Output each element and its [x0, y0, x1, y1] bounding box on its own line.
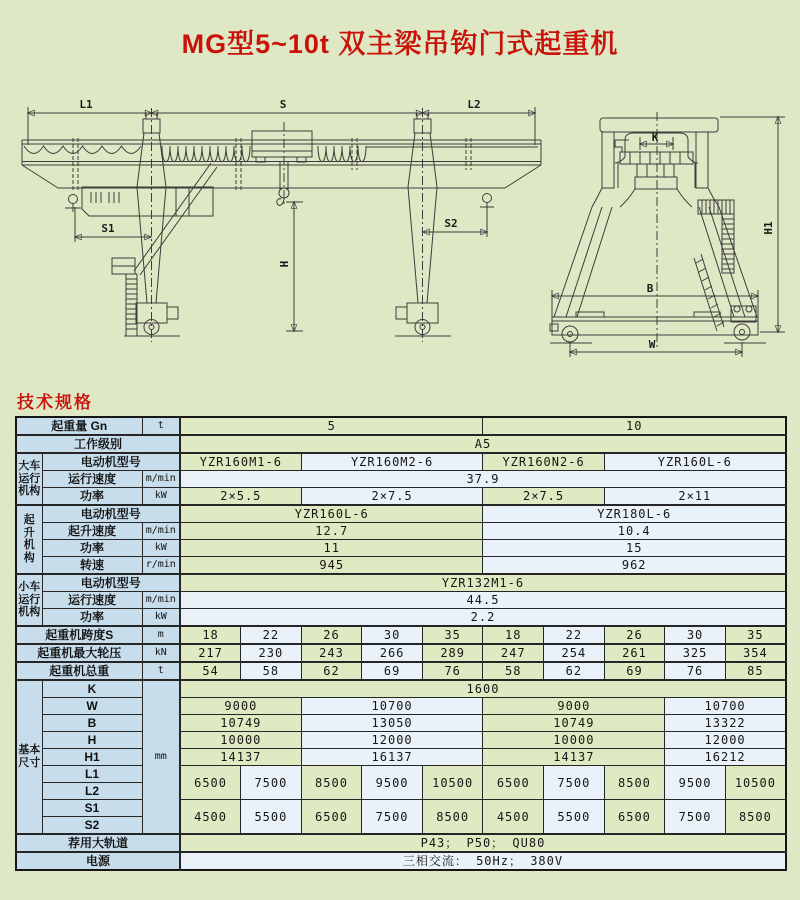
end-view-drawing	[550, 112, 785, 357]
table-row-dim-W	[16, 698, 786, 715]
row-label-cell: 工作级别	[16, 435, 180, 453]
dim-label-b: B	[646, 282, 654, 295]
spec-value-cell: 14137	[483, 749, 665, 766]
spec-value-cell: 26	[301, 626, 362, 644]
spec-value-cell: 945	[180, 557, 483, 575]
dim-label-k: K	[651, 131, 659, 144]
spec-value-cell: YZR132M1-6	[180, 574, 786, 592]
spec-value-cell: 26	[604, 626, 665, 644]
table-row-gantry-travel-speed	[16, 471, 786, 488]
dim-label-s2: S2	[444, 217, 458, 230]
row-label-cell: 转速	[42, 557, 142, 575]
unit-cell: m/min	[142, 523, 180, 540]
spec-value-cell: 10000	[483, 732, 665, 749]
spec-value-cell: 962	[483, 557, 786, 575]
spec-value-cell: YZR160M1-6	[180, 453, 301, 471]
spec-value-cell: 76	[422, 662, 483, 680]
spec-value-cell: 10749	[483, 715, 665, 732]
spec-value-cell: 230	[241, 644, 302, 662]
row-label-cell: L1	[42, 766, 142, 783]
group-label-text: 大车运行机构	[18, 459, 41, 498]
spec-value-cell: 8500	[422, 800, 483, 835]
spec-value-cell: YZR160N2-6	[483, 453, 604, 471]
dim-label-l2: L2	[467, 98, 481, 111]
unit-cell: kW	[142, 609, 180, 627]
table-row-dim-H1	[16, 749, 786, 766]
technical-drawing	[0, 85, 800, 375]
spec-value-cell: 13322	[665, 715, 786, 732]
row-label-cell: 电动机型号	[42, 453, 180, 471]
spec-value-cell: 8500	[301, 766, 362, 800]
table-row-hoist-speed	[16, 523, 786, 540]
dim-label-w: W	[648, 338, 656, 351]
spec-value-cell: 62	[301, 662, 362, 680]
spec-value-cell: 2×11	[604, 488, 786, 506]
spec-value-cell: 69	[362, 662, 423, 680]
spec-value-cell: 54	[180, 662, 241, 680]
table-row-dim-H	[16, 732, 786, 749]
table-row-gantry-travel-motor	[16, 453, 786, 471]
spec-value-cell: YZR160L-6	[180, 505, 483, 523]
spec-value-cell: 4500	[180, 800, 241, 835]
row-label-cell: H	[42, 732, 142, 749]
spec-value-cell: 5500	[544, 800, 605, 835]
dim-label-s1: S1	[101, 222, 115, 235]
spec-value-cell: 4500	[483, 800, 544, 835]
spec-value-cell: 266	[362, 644, 423, 662]
table-row-gantry-travel-power	[16, 488, 786, 506]
spec-value-cell: 11	[180, 540, 483, 557]
row-label-cell: S2	[42, 817, 142, 835]
spec-value-cell: 10000	[180, 732, 301, 749]
row-label-cell: S1	[42, 800, 142, 817]
table-row-dim-K	[16, 680, 786, 698]
spec-value-cell: 三相交流： 50Hz； 380V	[180, 852, 786, 870]
spec-value-cell: 22	[544, 626, 605, 644]
dim-label-l1: L1	[79, 98, 93, 111]
unit-cell: m/min	[142, 471, 180, 488]
spec-value-cell: 35	[725, 626, 786, 644]
row-label-cell: 起重量 Gn	[16, 417, 142, 435]
spec-value-cell: 16137	[301, 749, 483, 766]
spec-value-cell: 9000	[180, 698, 301, 715]
spec-value-cell: 6500	[180, 766, 241, 800]
row-label-cell: 起升速度	[42, 523, 142, 540]
spec-value-cell: 254	[544, 644, 605, 662]
group-label-cell	[16, 453, 42, 505]
table-row-hoist-power	[16, 540, 786, 557]
spec-value-cell: 10700	[301, 698, 483, 715]
table-row-capacity	[16, 417, 786, 435]
row-label-cell: B	[42, 715, 142, 732]
spec-value-cell: 30	[665, 626, 726, 644]
unit-cell: r/min	[142, 557, 180, 575]
table-row-span	[16, 626, 786, 644]
spec-value-cell: 9000	[483, 698, 665, 715]
spec-value-cell: 6500	[301, 800, 362, 835]
spec-value-cell: 37.9	[180, 471, 786, 488]
table-row-power-supply	[16, 852, 786, 870]
spec-value-cell: 44.5	[180, 592, 786, 609]
spec-value-cell: 10.4	[483, 523, 786, 540]
spec-value-cell: P43； P50； QU80	[180, 834, 786, 852]
spec-value-cell: 325	[665, 644, 726, 662]
spec-value-cell: 10749	[180, 715, 301, 732]
spec-value-cell: 1600	[180, 680, 786, 698]
row-label-cell: 荐用大轨道	[16, 834, 180, 852]
table-row-trolley-travel-motor	[16, 574, 786, 592]
spec-value-cell: A5	[180, 435, 786, 453]
page-title: MG型5~10t 双主梁吊钩门式起重机	[181, 29, 619, 59]
spec-value-cell: 69	[604, 662, 665, 680]
spec-value-cell: 35	[422, 626, 483, 644]
table-row-max-wheel-load	[16, 644, 786, 662]
row-label-cell: 电动机型号	[42, 574, 180, 592]
spec-value-cell: 5	[180, 417, 483, 435]
group-label-cell	[16, 574, 42, 626]
spec-value-cell: 217	[180, 644, 241, 662]
group-label-text: 小车运行机构	[18, 580, 41, 619]
spec-value-cell: 2×5.5	[180, 488, 301, 506]
row-label-cell: W	[42, 698, 142, 715]
table-row-duty-class	[16, 435, 786, 453]
table-row-hoist-rpm	[16, 557, 786, 575]
spec-value-cell: 2×7.5	[301, 488, 483, 506]
row-label-cell: 电动机型号	[42, 505, 180, 523]
unit-cell: t	[142, 417, 180, 435]
spec-value-cell: 2.2	[180, 609, 786, 627]
table-row-total-weight	[16, 662, 786, 680]
spec-value-cell: 12000	[665, 732, 786, 749]
spec-value-cell: 22	[241, 626, 302, 644]
spec-value-cell: 7500	[665, 800, 726, 835]
table-row-dim-B	[16, 715, 786, 732]
table-row-dim-L1	[16, 766, 786, 783]
row-label-cell: K	[42, 680, 142, 698]
row-label-cell: 功率	[42, 488, 142, 506]
spec-value-cell: 289	[422, 644, 483, 662]
spec-value-cell: 9500	[665, 766, 726, 800]
spec-value-cell: 9500	[362, 766, 423, 800]
unit-cell: m/min	[142, 592, 180, 609]
spec-value-cell: YZR180L-6	[483, 505, 786, 523]
spec-value-cell: 10500	[422, 766, 483, 800]
spec-value-cell: 6500	[604, 800, 665, 835]
table-row-recommended-rail	[16, 834, 786, 852]
unit-cell: mm	[142, 680, 180, 834]
spec-value-cell: 18	[483, 626, 544, 644]
table-row-hoist-motor	[16, 505, 786, 523]
spec-table	[15, 416, 787, 871]
spec-value-cell: 6500	[483, 766, 544, 800]
unit-cell: kW	[142, 540, 180, 557]
spec-value-cell: YZR160M2-6	[301, 453, 483, 471]
spec-value-cell: 15	[483, 540, 786, 557]
table-row-trolley-travel-speed	[16, 592, 786, 609]
group-label-text: 基本尺寸	[18, 744, 41, 769]
row-label-cell: 功率	[42, 540, 142, 557]
front-view-drawing	[22, 98, 541, 342]
row-label-cell: 起重机总重	[16, 662, 142, 680]
spec-value-cell: YZR160L-6	[604, 453, 786, 471]
row-label-cell: L2	[42, 783, 142, 800]
group-label-text: 起升机构	[23, 514, 35, 564]
spec-value-cell: 5500	[241, 800, 302, 835]
spec-value-cell: 62	[544, 662, 605, 680]
spec-value-cell: 14137	[180, 749, 301, 766]
spec-value-cell: 7500	[362, 800, 423, 835]
row-label-cell: 功率	[42, 609, 142, 627]
spec-value-cell: 7500	[241, 766, 302, 800]
table-row-trolley-travel-power	[16, 609, 786, 627]
spec-value-cell: 247	[483, 644, 544, 662]
spec-value-cell: 10700	[665, 698, 786, 715]
spec-value-cell: 354	[725, 644, 786, 662]
spec-value-cell: 261	[604, 644, 665, 662]
dim-label-h1: H1	[762, 221, 775, 235]
section-title: 技术规格	[17, 393, 93, 412]
row-label-cell: H1	[42, 749, 142, 766]
row-label-cell: 起重机最大轮压	[16, 644, 142, 662]
dim-label-s: S	[279, 98, 287, 111]
unit-cell: kN	[142, 644, 180, 662]
row-label-cell: 起重机跨度S	[16, 626, 142, 644]
spec-value-cell: 13050	[301, 715, 483, 732]
row-label-cell: 运行速度	[42, 592, 142, 609]
spec-value-cell: 30	[362, 626, 423, 644]
spec-value-cell: 16212	[665, 749, 786, 766]
spec-value-cell: 8500	[725, 800, 786, 835]
spec-value-cell: 7500	[544, 766, 605, 800]
spec-value-cell: 10	[483, 417, 786, 435]
table-row-dim-S1	[16, 800, 786, 817]
dim-label-h: H	[278, 260, 291, 268]
row-label-cell: 运行速度	[42, 471, 142, 488]
spec-value-cell: 76	[665, 662, 726, 680]
spec-value-cell: 243	[301, 644, 362, 662]
spec-value-cell: 18	[180, 626, 241, 644]
spec-value-cell: 58	[483, 662, 544, 680]
spec-value-cell: 10500	[725, 766, 786, 800]
row-label-cell: 电源	[16, 852, 180, 870]
spec-value-cell: 2×7.5	[483, 488, 604, 506]
group-label-cell	[16, 505, 42, 574]
spec-value-cell: 12000	[301, 732, 483, 749]
spec-value-cell: 58	[241, 662, 302, 680]
spec-value-cell: 8500	[604, 766, 665, 800]
group-label-cell	[16, 680, 42, 834]
unit-cell: t	[142, 662, 180, 680]
spec-value-cell: 85	[725, 662, 786, 680]
unit-cell: m	[142, 626, 180, 644]
spec-value-cell: 12.7	[180, 523, 483, 540]
unit-cell: kW	[142, 488, 180, 506]
